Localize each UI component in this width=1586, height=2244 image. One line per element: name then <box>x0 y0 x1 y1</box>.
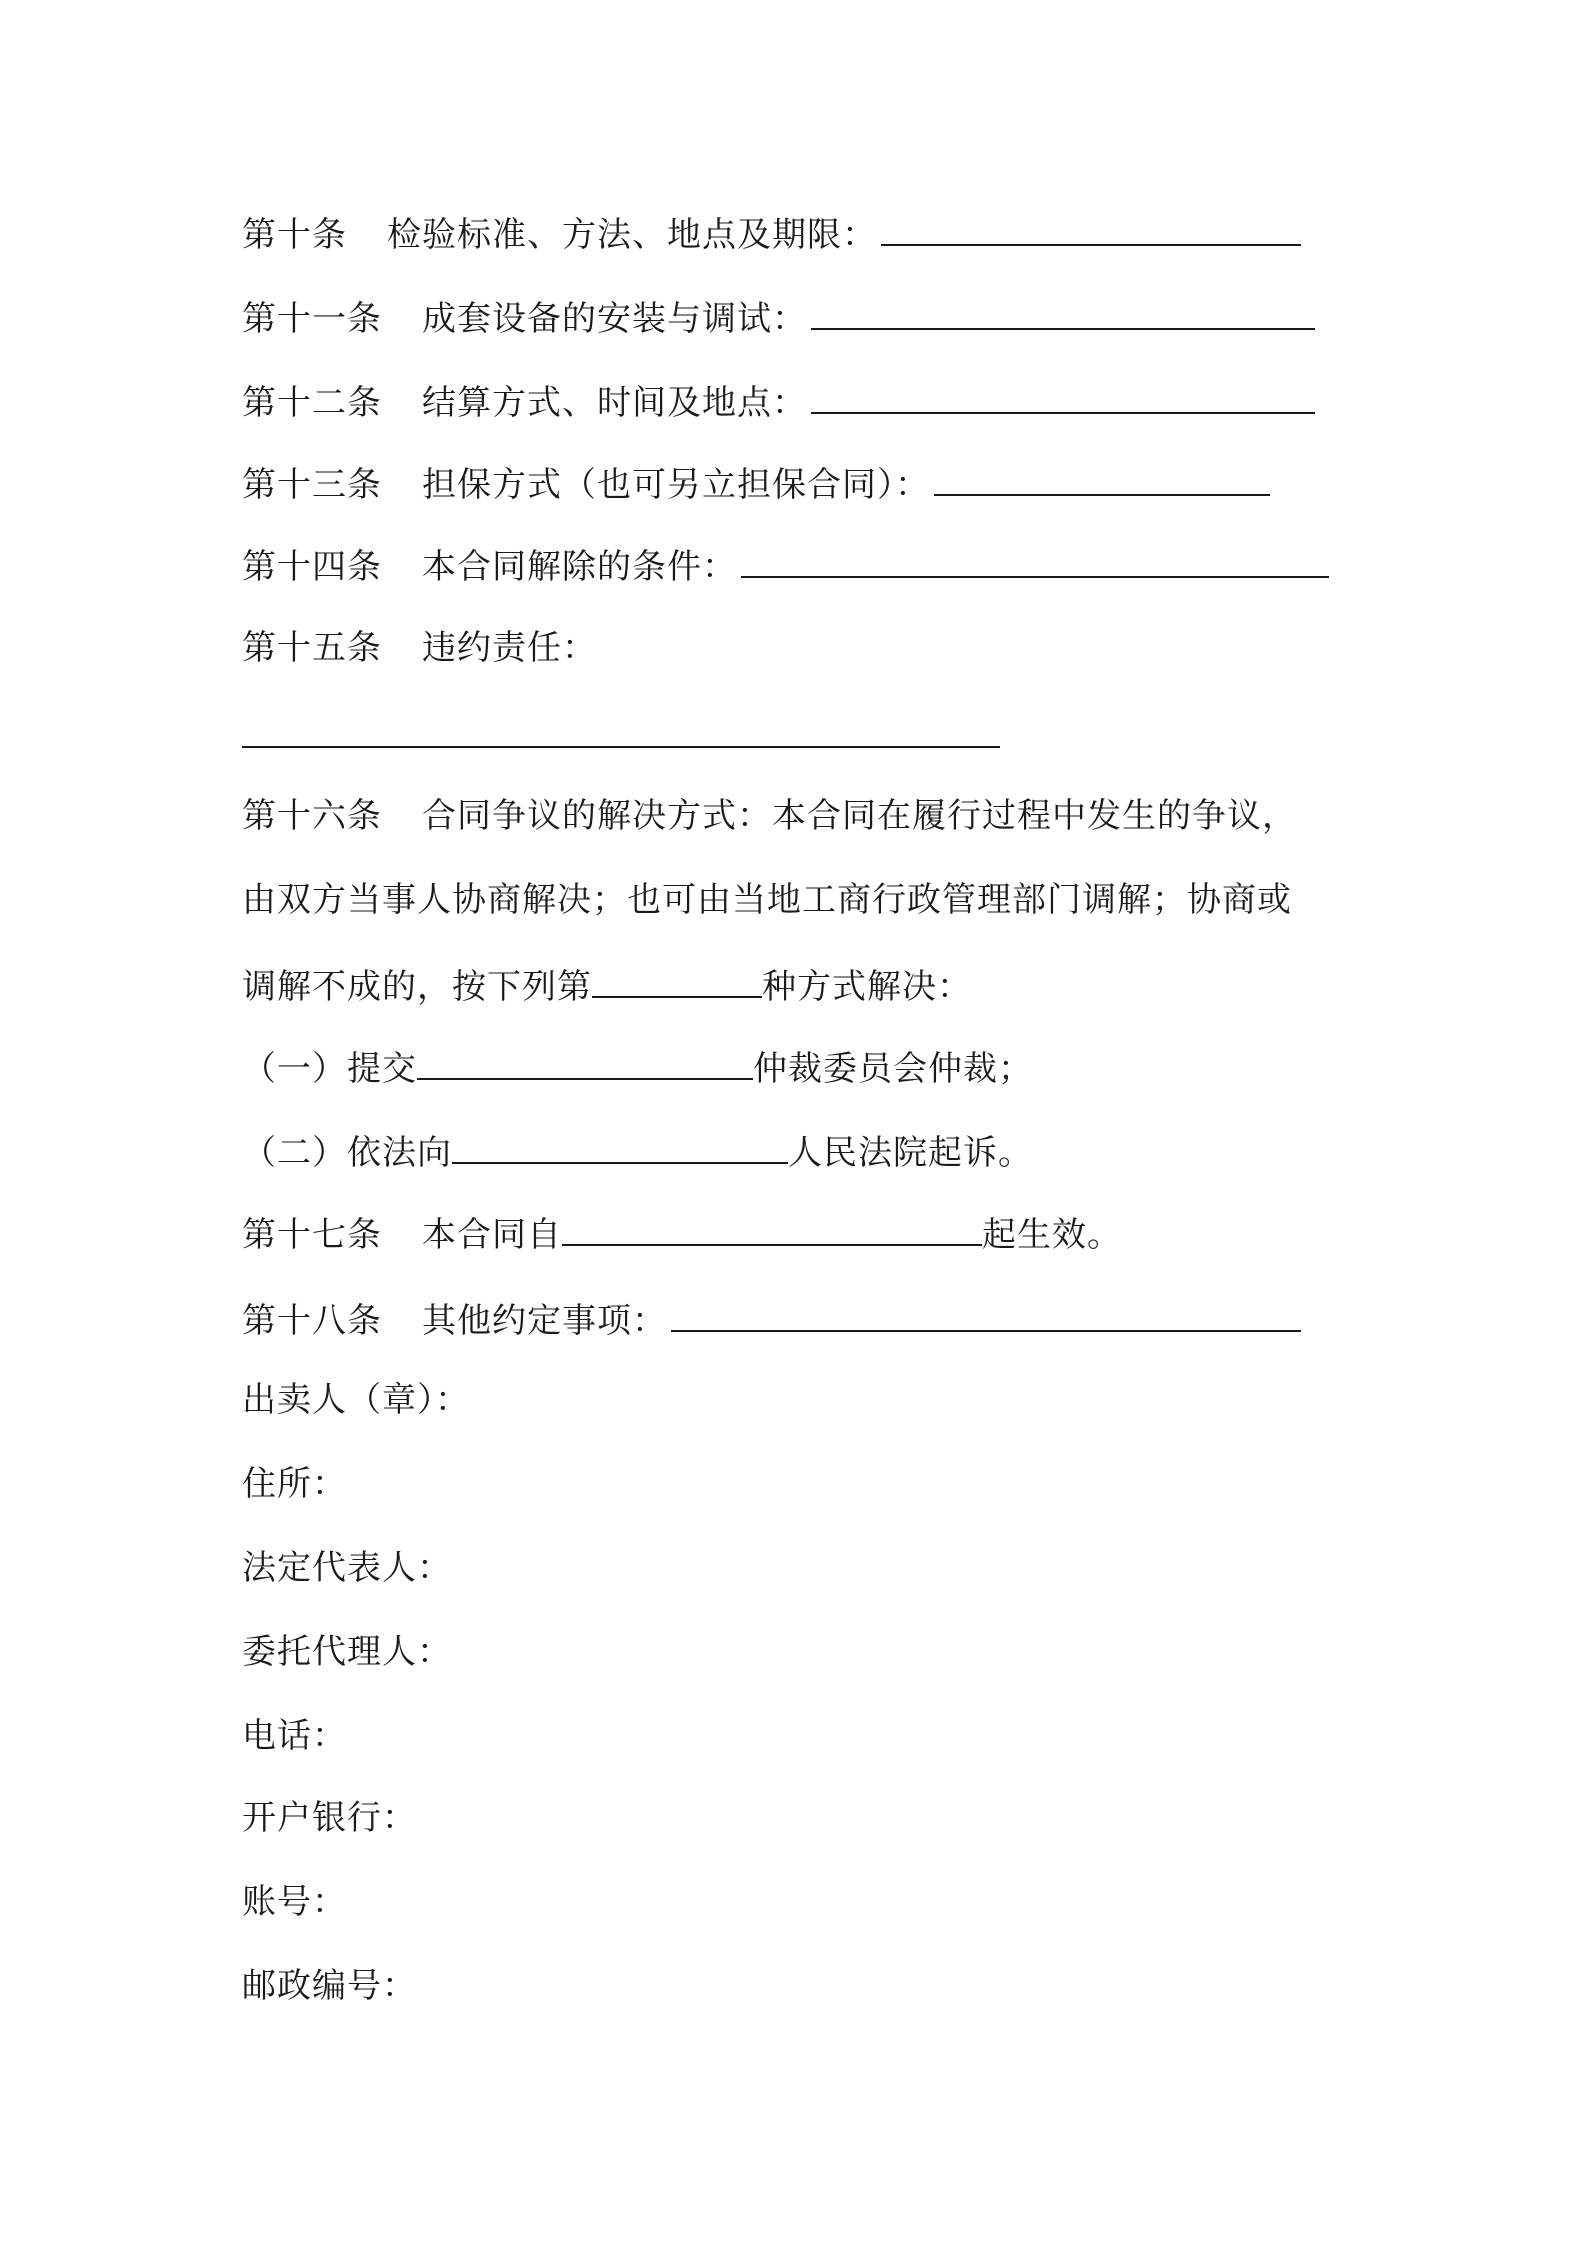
option-1-pre: （一）提交 <box>242 1049 417 1089</box>
article-16-option-2 <box>242 1128 1033 1175</box>
article-15-text: 违约责任： <box>422 628 597 668</box>
account-field <box>242 1880 347 1924</box>
bank-label: 开户银行： <box>242 1798 417 1838</box>
article-16-number: 第十六条 <box>242 796 382 836</box>
article-15 <box>242 626 597 670</box>
article-14-number: 第十四条 <box>242 547 382 587</box>
phone-label: 电话： <box>242 1716 347 1756</box>
article-14 <box>242 542 1329 589</box>
article-16-text-3-post: 种方式解决： <box>762 967 972 1007</box>
article-16-line-1 <box>242 794 1297 838</box>
article-13 <box>242 460 1270 507</box>
seller-seal-label: 出卖人（章）： <box>242 1380 470 1420</box>
article-12-text: 结算方式、时间及地点： <box>422 383 807 423</box>
option-1-arbitration-blank[interactable] <box>417 1044 753 1080</box>
article-18-number: 第十八条 <box>242 1301 382 1341</box>
article-16-text-3-pre: 调解不成的，按下列第 <box>242 967 592 1007</box>
article-17-blank[interactable] <box>562 1210 982 1246</box>
phone-field <box>242 1714 347 1758</box>
article-12-blank[interactable] <box>811 378 1315 414</box>
article-17-post: 起生效。 <box>982 1215 1122 1255</box>
article-16-text-1: 合同争议的解决方式：本合同在履行过程中发生的争议， <box>422 796 1297 836</box>
article-16-line-2 <box>242 878 1292 922</box>
article-11-blank[interactable] <box>811 294 1315 330</box>
legal-rep-field <box>242 1546 452 1590</box>
article-14-blank[interactable] <box>741 542 1329 578</box>
article-16-choice-blank[interactable] <box>592 962 762 998</box>
article-11-number: 第十一条 <box>242 299 382 339</box>
article-17-pre: 本合同自 <box>422 1215 562 1255</box>
article-16-option-1 <box>242 1044 1033 1091</box>
option-2-pre: （二）依法向 <box>242 1133 452 1173</box>
seller-seal-field <box>242 1378 470 1422</box>
option-1-post: 仲裁委员会仲裁； <box>753 1049 1033 1089</box>
article-17-number: 第十七条 <box>242 1215 382 1255</box>
article-16-line-3 <box>242 962 972 1009</box>
article-16-text-2: 由双方当事人协商解决；也可由当地工商行政管理部门调解；协商或 <box>242 880 1292 920</box>
article-11-text: 成套设备的安装与调试： <box>422 299 807 339</box>
option-2-court-blank[interactable] <box>452 1128 788 1164</box>
article-15-number: 第十五条 <box>242 628 382 668</box>
article-15-blank[interactable] <box>242 712 1000 748</box>
postcode-label: 邮政编号： <box>242 1966 417 2006</box>
article-13-number: 第十三条 <box>242 465 382 505</box>
article-10-text: 检验标准、方法、地点及期限： <box>387 215 877 255</box>
agent-field <box>242 1630 452 1674</box>
legal-rep-label: 法定代表人： <box>242 1548 452 1588</box>
article-17 <box>242 1210 1122 1257</box>
article-18-text: 其他约定事项： <box>422 1301 667 1341</box>
article-18 <box>242 1296 1301 1343</box>
article-14-text: 本合同解除的条件： <box>422 547 737 587</box>
article-12-number: 第十二条 <box>242 383 382 423</box>
address-field <box>242 1462 347 1506</box>
article-12 <box>242 378 1315 425</box>
agent-label: 委托代理人： <box>242 1632 452 1672</box>
article-13-text: 担保方式（也可另立担保合同）： <box>422 465 930 505</box>
bank-field <box>242 1796 417 1840</box>
article-15-blank-line <box>242 712 1000 759</box>
option-2-post: 人民法院起诉。 <box>788 1133 1033 1173</box>
account-label: 账号： <box>242 1882 347 1922</box>
article-13-blank[interactable] <box>934 460 1270 496</box>
article-18-blank[interactable] <box>671 1296 1301 1332</box>
article-10 <box>242 210 1301 257</box>
postcode-field <box>242 1964 417 2008</box>
article-10-blank[interactable] <box>881 210 1301 246</box>
address-label: 住所： <box>242 1464 347 1504</box>
article-11 <box>242 294 1315 341</box>
article-10-number: 第十条 <box>242 215 347 255</box>
